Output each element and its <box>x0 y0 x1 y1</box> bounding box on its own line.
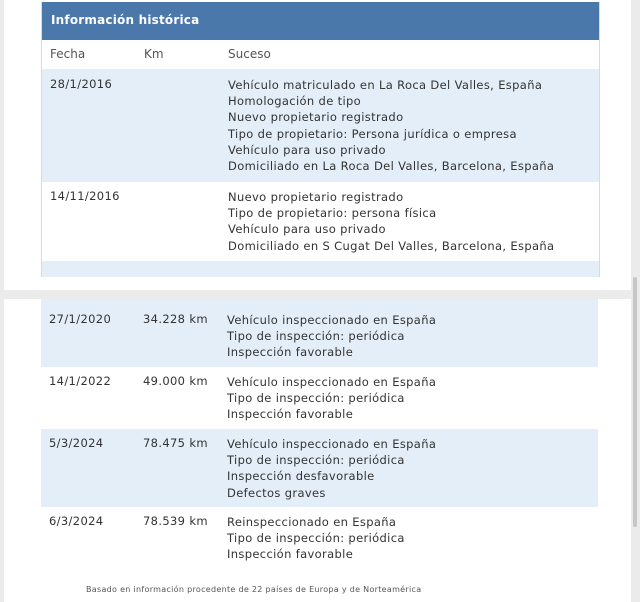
event-line: Vehículo inspeccionado en España <box>227 375 437 389</box>
history-table-bottom <box>41 299 598 602</box>
event-line: Tipo de inspección: periódica <box>227 329 405 344</box>
row-km: 78.475 km <box>143 436 208 450</box>
column-header-event: Suceso <box>228 47 271 61</box>
row-date: 6/3/2024 <box>49 514 104 528</box>
row-events <box>228 189 554 254</box>
history-table-top <box>41 2 600 277</box>
row-date: 14/11/2016 <box>50 189 120 203</box>
event-line: Defectos graves <box>227 485 326 500</box>
event-line: Homologación de tipo <box>228 94 362 109</box>
event-line: Vehículo inspeccionado en España <box>227 437 437 451</box>
event-line: Tipo de inspección: periódica <box>227 531 405 546</box>
event-line: Domiciliado en La Roca Del Valles, Barcelona, España <box>228 158 555 173</box>
row-date: 14/1/2022 <box>49 374 112 388</box>
history-row <box>41 299 598 367</box>
column-header-date: Fecha <box>50 47 86 61</box>
column-header-km: Km <box>144 47 164 61</box>
event-line: Inspección favorable <box>227 345 354 360</box>
scrollbar-thumb[interactable] <box>633 277 637 527</box>
history-row <box>41 429 598 507</box>
row-km: 78.539 km <box>143 514 208 528</box>
row-spacer <box>42 261 599 277</box>
history-row <box>42 70 599 182</box>
event-line: Inspección desfavorable <box>227 469 375 484</box>
event-line: Vehículo para uso privado <box>228 142 386 157</box>
row-events <box>227 436 436 501</box>
row-events <box>227 374 436 423</box>
event-line: Vehículo matriculado en La Roca Del Valles, España <box>228 78 543 92</box>
footer-source-note: Basado en información procedente de 22 países de Europa y de Norteamérica <box>86 585 422 594</box>
event-line: Vehículo inspeccionado en España <box>227 313 437 327</box>
row-km: 49.000 km <box>143 374 208 388</box>
event-line: Reinspeccionado en España <box>227 515 397 529</box>
row-events <box>227 312 436 361</box>
history-card-bottom <box>4 299 631 602</box>
history-row <box>41 367 598 429</box>
event-line: Tipo de propietario: Persona jurídica o empresa <box>228 126 517 141</box>
row-events <box>227 514 405 563</box>
row-date: 5/3/2024 <box>49 436 104 450</box>
event-line: Vehículo para uso privado <box>228 222 386 237</box>
event-line: Inspección favorable <box>227 547 354 562</box>
history-row <box>41 507 598 571</box>
row-km: 34.228 km <box>143 312 208 326</box>
event-line: Domiciliado en S Cugat Del Valles, Barcelona, España <box>228 238 555 253</box>
event-line: Nuevo propietario registrado <box>228 110 404 125</box>
panel-title: Información histórica <box>42 2 599 40</box>
event-line: Tipo de inspección: periódica <box>227 453 405 468</box>
column-header-row <box>42 40 599 70</box>
row-events <box>228 77 554 174</box>
event-line: Tipo de propietario: persona física <box>228 206 437 221</box>
event-line: Tipo de inspección: periódica <box>227 391 405 406</box>
row-date: 27/1/2020 <box>49 312 112 326</box>
event-line: Inspección favorable <box>227 407 354 422</box>
history-card-top <box>4 0 631 290</box>
event-line: Nuevo propietario registrado <box>228 190 404 204</box>
row-date: 28/1/2016 <box>50 77 113 91</box>
history-row <box>42 182 599 261</box>
